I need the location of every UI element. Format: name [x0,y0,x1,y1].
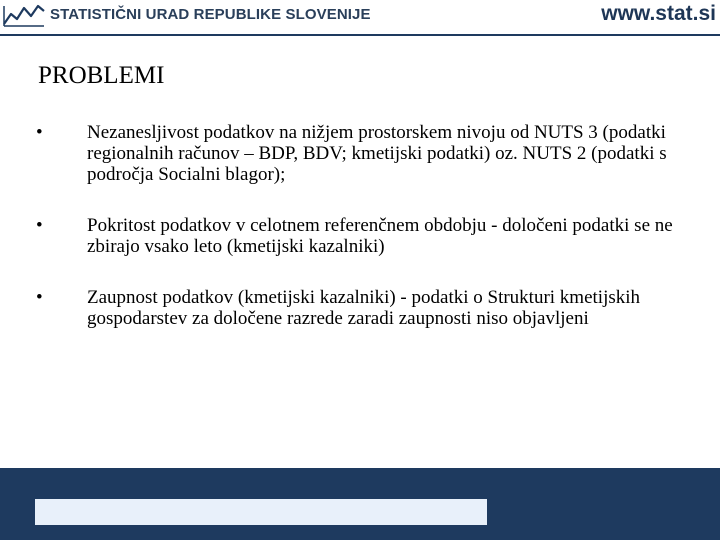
footer-box [35,499,487,525]
website-link[interactable]: www.stat.si [601,2,716,25]
sors-logo-icon [2,2,46,28]
bullet-list [0,122,720,329]
bullet-item [0,215,720,257]
bullet-marker: • [36,215,43,236]
bullet-text: Pokritost podatkov v celotnem referenčnem obdobju - določeni podatki se ne zbirajo vsako leto (kmetijski kazalniki) [87,215,673,257]
bullet-item [0,122,720,185]
header-divider [0,34,720,36]
header [0,0,720,36]
bullet-marker: • [36,287,43,308]
footer-bar [0,468,720,540]
bullet-text: Nezanesljivost podatkov na nižjem prostorskem nivoju od NUTS 3 (podatki regionalnih računov – BDP, BDV; kmetijski podatki) oz. NUTS 2 (podatki s področja Socialni blagor); [87,122,667,185]
organization-name: STATISTIČNI URAD REPUBLIKE SLOVENIJE [50,6,371,23]
bullet-text: Zaupnost podatkov (kmetijski kazalniki) - podatki o Strukturi kmetijskih gospodarstev za določene razrede zaradi zaupnosti niso objavljeni [87,287,641,329]
bullet-marker: • [36,122,43,143]
slide-title: PROBLEMI [38,62,165,89]
bullet-item [0,287,720,329]
